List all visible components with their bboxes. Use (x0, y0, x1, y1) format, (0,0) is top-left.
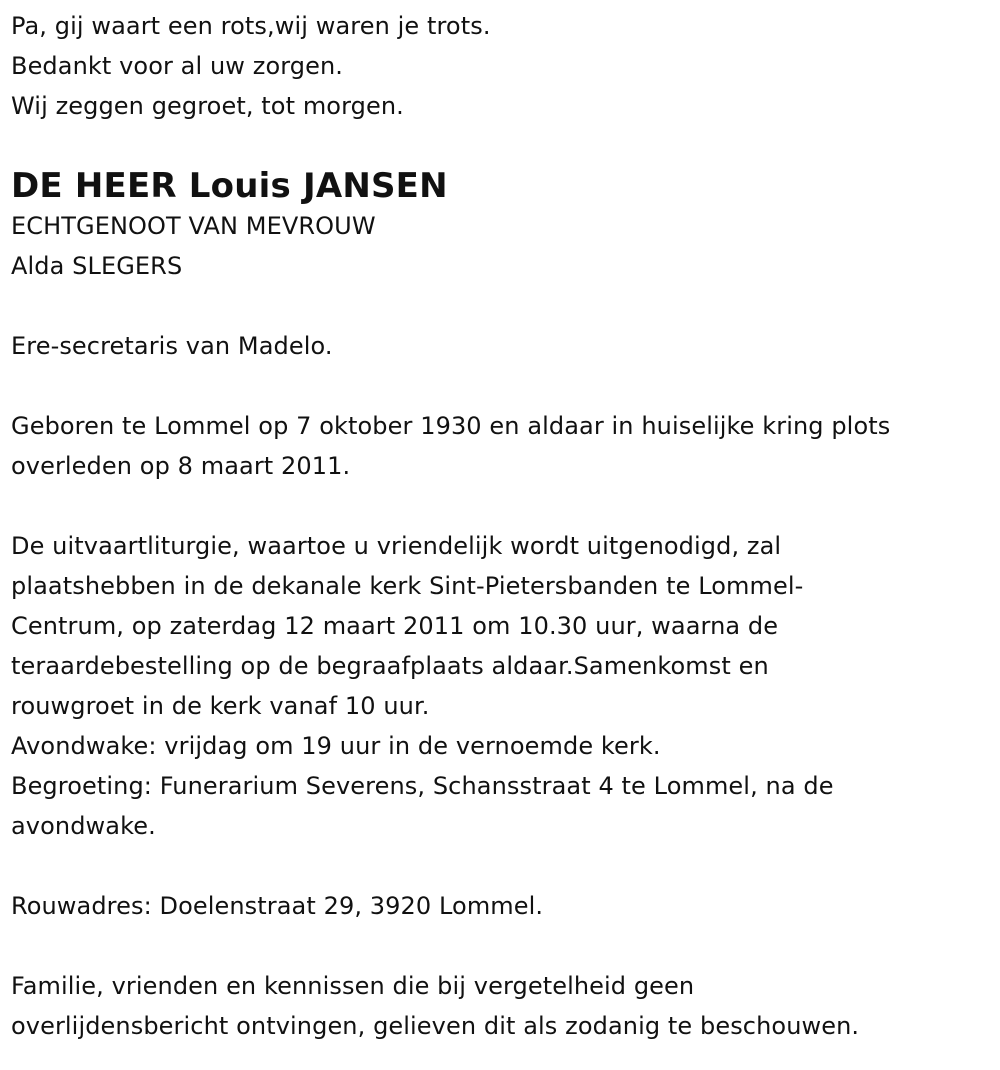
paragraph-line: Geboren te Lommel op 7 oktober 1930 en aldaar in huiselijke kring plots (11, 412, 891, 440)
poem (11, 6, 991, 126)
paragraph-line: overleden op 8 maart 2011. (11, 452, 351, 480)
paragraph-line: Centrum, op zaterdag 12 maart 2011 om 10.30 uur, waarna de (11, 612, 779, 640)
spacer (11, 846, 991, 886)
paragraph-line: Begroeting: Funerarium Severens, Schansstraat 4 te Lommel, na de (11, 772, 834, 800)
spacer (11, 366, 991, 406)
paragraph-line: teraardebestelling op de begraafplaats aldaar.Samenkomst en (11, 652, 769, 680)
obituary-notice (11, 6, 991, 1046)
spacer (11, 286, 991, 326)
spacer (11, 926, 991, 966)
paragraph-line: Avondwake: vrijdag om 19 uur in de vernoemde kerk. (11, 732, 661, 760)
poem-line: Pa, gij waart een rots,wij waren je trots. (11, 12, 491, 40)
closing-paragraph (11, 966, 991, 1046)
paragraph-line: overlijdensbericht ontvingen, gelieven dit als zodanig te beschouwen. (11, 1012, 860, 1040)
poem-line: Wij zeggen gegroet, tot morgen. (11, 92, 404, 120)
poem-line: Bedankt voor al uw zorgen. (11, 52, 344, 80)
paragraph-line: Familie, vrienden en kennissen die bij vergetelheid geen (11, 972, 695, 1000)
spacer (11, 486, 991, 526)
paragraph-line: rouwgroet in de kerk vanaf 10 uur. (11, 692, 430, 720)
deceased-name: DE HEER Louis JANSEN (11, 166, 448, 206)
mourning-address: Rouwadres: Doelenstraat 29, 3920 Lommel. (11, 892, 544, 920)
paragraph-line: De uitvaartliturgie, waartoe u vriendelijk wordt uitgenodigd, zal (11, 532, 782, 560)
ceremony-paragraph (11, 526, 991, 846)
honorary-title: Ere-secretaris van Madelo. (11, 332, 333, 360)
spouse-name: Alda SLEGERS (11, 252, 183, 280)
paragraph-line: plaatshebben in de dekanale kerk Sint-Pietersbanden te Lommel- (11, 572, 804, 600)
birth-death-paragraph (11, 406, 991, 486)
paragraph-line: avondwake. (11, 812, 156, 840)
spouse-label: ECHTGENOOT VAN MEVROUW (11, 212, 376, 240)
